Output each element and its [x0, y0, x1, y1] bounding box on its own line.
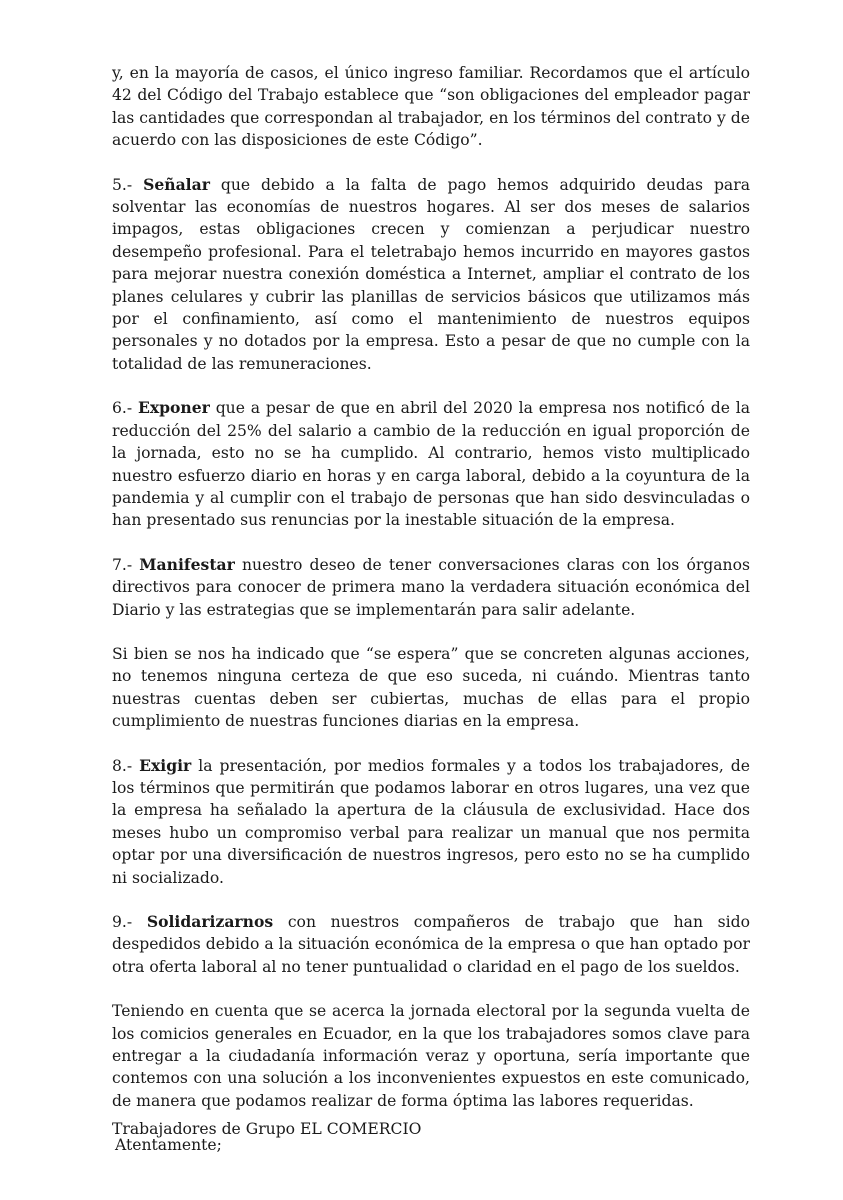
paragraph-number: 8.-	[112, 756, 140, 775]
paragraph-text: nuestro deseo de tener conversaciones claras con los órganos directivos para conocer de primera mano la verdadera situación económica del Diario y las estrategias que se implementarán para salir adelante.	[112, 555, 750, 619]
paragraph-point-8	[112, 755, 750, 889]
paragraph-text: con nuestros compañeros de trabajo que han sido despedidos debido a la situación económica de la empresa o que han optado por otra oferta laboral al no tener puntualidad o claridad en el pago de los sueldos.	[112, 913, 751, 976]
paragraph-text: que a pesar de que en abril del 2020 la empresa nos notificó de la reducción del 25% del salario a cambio de la reducción en igual proporción de la jornada, esto no se ha cumplido. Al contrario, hemos visto multiplicado nuestro esfuerzo diario en horas y en carga laboral, debido a la coyuntura de la pandemia y al cumplir con el trabajo de personas que han sido desvinculadas o han presentado sus renuncias por la inestable situación de la empresa.	[112, 399, 750, 530]
paragraph-point-5	[112, 174, 750, 376]
paragraph-keyword: Señalar	[143, 174, 210, 194]
paragraph-point-9	[112, 911, 750, 978]
paragraph-number: 7.-	[112, 555, 140, 574]
paragraph-uncertainty	[112, 643, 750, 733]
paragraph-keyword: Manifestar	[139, 554, 235, 574]
paragraph-point-6	[112, 397, 750, 531]
document-body	[112, 62, 750, 1157]
paragraph-keyword: Exigir	[139, 755, 192, 775]
paragraph-point-7	[112, 554, 750, 621]
paragraph-number: 5.-	[112, 175, 144, 194]
paragraph-number: 6.-	[112, 399, 138, 418]
paragraph-text: que debido a la falta de pago hemos adquirido deudas para solventar las economías de nuestros hogares. Al ser dos meses de salarios impagos, estas obligaciones crecen y comienzan a perjudicar nuestro desempeño profesional. Para el teletrabajo hemos incurrido en mayores gastos para mejorar nuestra conexión doméstica a Internet, ampliar el contrato de los planes celulares y cubrir las planillas de servicios básicos que utilizamos más por el confinamiento, así como el mantenimiento de nuestros equipos personales y no dotados por la empresa. Esto a pesar de que no cumple con la totalidad de las remuneraciones.	[112, 175, 750, 373]
signature-line: Trabajadores de Grupo EL COMERCIO	[112, 1120, 422, 1138]
paragraph-continuation	[112, 62, 750, 152]
closing-salutation: Atentamente;	[115, 1136, 222, 1155]
paragraph-text: Si bien se nos ha indicado que “se espera” que se concreten algunas acciones, no tenemos ninguna certeza de que eso suceda, ni cuándo. Mientras tanto nuestras cuentas deben ser cubiertas, muchas de ellas para el propio cumplimiento de nuestras funciones diarias en la empresa.	[112, 644, 750, 731]
paragraph-conclusion	[112, 1000, 750, 1112]
paragraph-text: y, en la mayoría de casos, el único ingreso familiar. Recordamos que el artículo 42 del Código del Trabajo establece que “son obligaciones del empleador pagar las cantidades que correspondan al trabajador, en los términos del contrato y de acuerdo con las disposiciones de este Código”.	[112, 64, 750, 150]
paragraph-keyword: Solidarizarnos	[146, 912, 274, 931]
paragraph-number: 9.-	[112, 913, 147, 931]
paragraph-text: la presentación, por medios formales y a todos los trabajadores, de los términos que permitirán que podamos laborar en otros lugares, una vez que la empresa ha señalado la apertura de la cláusula de exclusividad. Hace dos meses hubo un compromiso verbal para realizar un manual que nos permita optar por una diversificación de nuestros ingresos, pero esto no se ha cumplido ni socializado.	[112, 756, 750, 887]
paragraph-text: Teniendo en cuenta que se acerca la jornada electoral por la segunda vuelta de los comicios generales en Ecuador, en la que los trabajadores somos clave para entregar a la ciudadanía información veraz y oportuna, sería importante que contemos con una solución a los inconvenientes expuestos en este comunicado, de manera que podamos realizar de forma óptima las labores requeridas.	[112, 1002, 750, 1110]
paragraph-keyword: Exponer	[137, 398, 210, 418]
